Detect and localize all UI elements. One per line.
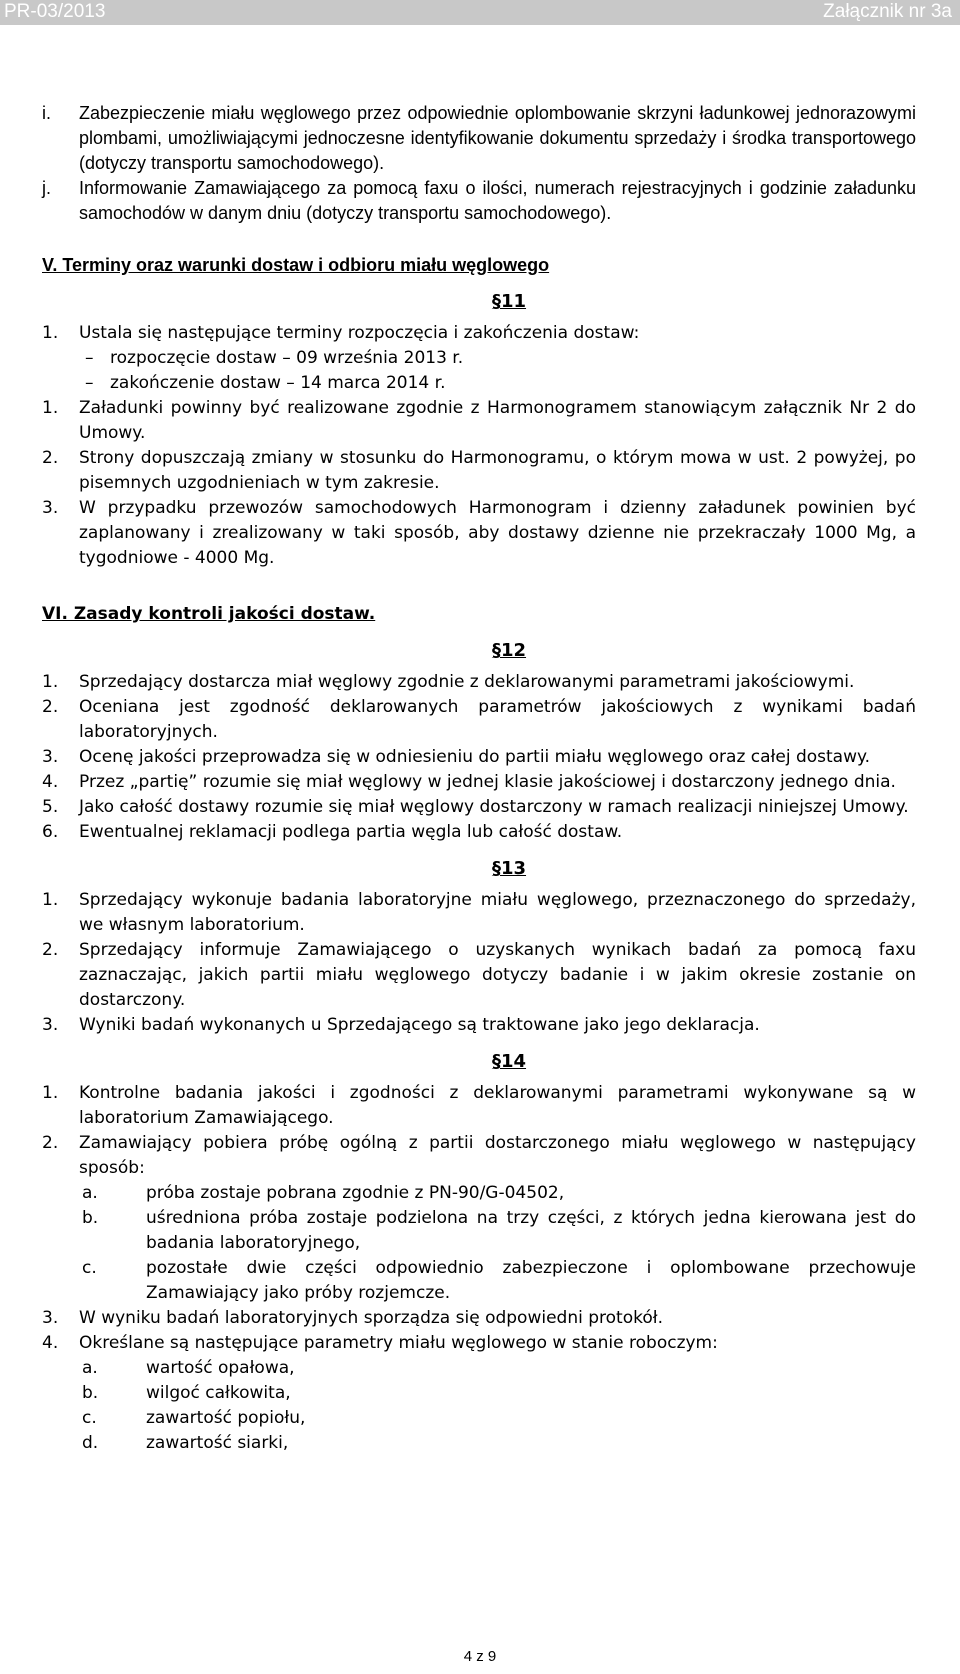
list-item: 3. Ocenę jakości przeprowadza się w odniesieniu do partii miału węglowego oraz całej dostawy. bbox=[42, 747, 871, 767]
page-number: 4 z 9 bbox=[463, 1648, 497, 1665]
sub-list-item: c. zawartość popiołu, bbox=[82, 1408, 306, 1428]
list-item: 1. Kontrolne badania jakości i zgodności z deklarowanymi parametrami wykonywane są w laboratorium Zamawiającego. bbox=[42, 1083, 916, 1128]
section-v-title: V. Terminy oraz warunki dostaw i odbioru miału węglowego bbox=[42, 255, 550, 275]
paragraph-13: §13 bbox=[491, 858, 527, 879]
paragraph-11: §11 bbox=[491, 291, 527, 312]
list-item: 1. Sprzedający wykonuje badania laboratoryjne miału węglowego, przeznaczonego do sprzedaży, we własnym laboratorium. bbox=[42, 890, 916, 935]
list-item: 1. Ustala się następujące terminy rozpoczęcia i zakończenia dostaw: bbox=[42, 323, 640, 343]
list-item: j. Informowanie Zamawiającego za pomocą faxu o ilości, numerach rejestracyjnych i godzinie załadunku samochodów w danym dniu (dotyczy transportu samochodowego). bbox=[42, 178, 916, 223]
list-item: 3. Wyniki badań wykonanych u Sprzedającego są traktowane jako jego deklaracja. bbox=[42, 1015, 760, 1035]
sub-list-item: a. wartość opałowa, bbox=[82, 1358, 295, 1378]
sub-list-item: a. próba zostaje pobrana zgodnie z PN-90/G-04502, bbox=[82, 1183, 565, 1203]
sub-list-item: d. zawartość siarki, bbox=[82, 1433, 289, 1453]
attachment-label: Załącznik nr 3a bbox=[823, 1, 952, 22]
list-item: 1. Załadunki powinny być realizowane zgodnie z Harmonogramem stanowiącym załącznik Nr 2 do Umowy. bbox=[42, 398, 916, 443]
section-vi-title: VI. Zasady kontroli jakości dostaw. bbox=[42, 604, 376, 624]
list-item: 3. W przypadku przewozów samochodowych Harmonogram i dzienny załadunek powinien być zaplanowany i zrealizowany w taki sposób, aby dostawy dzienne nie przekraczały 1000 Mg, a tygodniowe - 4000 Mg. bbox=[42, 498, 916, 568]
sub-list-item: c. pozostałe dwie części odpowiednio zabezpieczone i oplombowane przechowuje Zamawiający jako próby rozjemcze. bbox=[82, 1258, 916, 1303]
list-item: 4. Przez „partię” rozumie się miał węglowy w jednej klasie jakościowej i dostarczony jednego dnia. bbox=[42, 772, 896, 792]
list-item: 2. Zamawiający pobiera próbę ogólną z partii dostarczonego miału węglowego w następujący sposób: bbox=[42, 1133, 916, 1178]
list-item: 2. Sprzedający informuje Zamawiającego o uzyskanych wynikach badań za pomocą faxu zaznaczając, jakich partii miału węglowego dotyczy badanie i w jakim okresie zostanie on dostarczony. bbox=[42, 940, 916, 1010]
list-item: 3. W wyniku badań laboratoryjnych sporządza się odpowiedni protokół. bbox=[42, 1308, 663, 1328]
list-item: 4. Określane są następujące parametry miału węglowego w stanie roboczym: bbox=[42, 1333, 718, 1353]
list-item: 2. Oceniana jest zgodność deklarowanych parametrów jakościowych z wynikami badań laboratoryjnych. bbox=[42, 697, 916, 742]
sub-list-item: b. uśredniona próba zostaje podzielona na trzy części, z których jedna kierowana jest do badania laboratoryjnego, bbox=[82, 1208, 916, 1253]
sub-list-item: b. wilgoć całkowita, bbox=[82, 1383, 291, 1403]
document-code: PR-03/2013 bbox=[4, 1, 106, 22]
page-header bbox=[0, 0, 960, 25]
list-item: 5. Jako całość dostawy rozumie się miał węglowy dostarczony w ramach realizacji niniejszej Umowy. bbox=[42, 797, 909, 817]
list-item: i. Zabezpieczenie miału węglowego przez odpowiednie oplombowanie skrzyni ładunkowej jednorazowymi plombami, umożliwiającymi jednoczesne identyfikowanie dokumentu sprzedaży i środka transportowego (dotyczy transportu samochodowego). bbox=[42, 103, 916, 173]
list-item: 1. Sprzedający dostarcza miał węglowy zgodnie z deklarowanymi parametrami jakościowymi. bbox=[42, 672, 855, 692]
paragraph-14: §14 bbox=[491, 1051, 527, 1072]
dash-item: – rozpoczęcie dostaw – 09 września 2013 r. bbox=[85, 348, 464, 368]
document-body bbox=[42, 101, 916, 1456]
dash-item: – zakończenie dostaw – 14 marca 2014 r. bbox=[85, 373, 446, 393]
paragraph-12: §12 bbox=[491, 640, 527, 661]
list-item: 6. Ewentualnej reklamacji podlega partia węgla lub całość dostaw. bbox=[42, 822, 623, 842]
list-item: 2. Strony dopuszczają zmiany w stosunku do Harmonogramu, o którym mowa w ust. 2 powyżej, po pisemnych uzgodnieniach w tym zakresie. bbox=[42, 448, 916, 493]
